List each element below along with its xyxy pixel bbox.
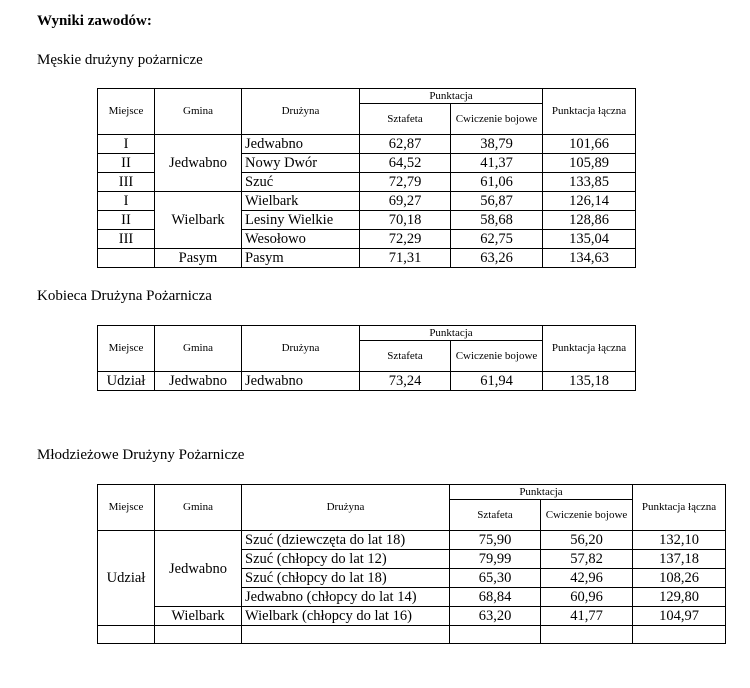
sztafeta-cell: 72,79 xyxy=(360,173,451,192)
total-cell: 135,18 xyxy=(543,372,636,391)
women-section-title: Kobieca Drużyna Pożarnicza xyxy=(37,288,212,304)
col-header-miejsce: Miejsce xyxy=(98,485,155,531)
place-cell: Udział xyxy=(98,531,155,626)
empty-cell xyxy=(155,626,242,644)
sztafeta-cell: 71,31 xyxy=(360,249,451,268)
table-row xyxy=(98,135,636,154)
total-cell: 132,10 xyxy=(633,531,726,550)
sztafeta-cell: 68,84 xyxy=(450,588,541,607)
gmina-cell: Wielbark xyxy=(155,192,242,249)
cwiczenie-cell: 57,82 xyxy=(541,550,633,569)
cwiczenie-cell: 63,26 xyxy=(451,249,543,268)
total-cell: 129,80 xyxy=(633,588,726,607)
place-cell: I xyxy=(98,192,155,211)
col-header-gmina: Gmina xyxy=(155,326,242,372)
total-cell: 135,04 xyxy=(543,230,636,249)
gmina-cell: Pasym xyxy=(155,249,242,268)
total-cell: 104,97 xyxy=(633,607,726,626)
col-header-punktacja: Punktacja xyxy=(360,89,543,104)
place-cell: Udział xyxy=(98,372,155,391)
men-section-title: Męskie drużyny pożarnicze xyxy=(37,52,203,68)
table-row xyxy=(98,607,726,626)
col-header-punktacja: Punktacja xyxy=(360,326,543,341)
total-cell: 134,63 xyxy=(543,249,636,268)
gmina-cell: Jedwabno xyxy=(155,372,242,391)
team-cell: Lesiny Wielkie xyxy=(242,211,360,230)
place-cell: II xyxy=(98,211,155,230)
total-cell: 108,26 xyxy=(633,569,726,588)
cwiczenie-cell: 61,06 xyxy=(451,173,543,192)
col-header-gmina: Gmina xyxy=(155,89,242,135)
sztafeta-cell: 75,90 xyxy=(450,531,541,550)
youth-results-table xyxy=(97,484,726,644)
youth-section-title: Młodzieżowe Drużyny Pożarnicze xyxy=(37,447,245,463)
sztafeta-cell: 63,20 xyxy=(450,607,541,626)
cwiczenie-cell: 62,75 xyxy=(451,230,543,249)
empty-cell xyxy=(450,626,541,644)
place-cell xyxy=(98,249,155,268)
sztafeta-cell: 73,24 xyxy=(360,372,451,391)
col-header-cwiczenie: Cwiczenie bojowe xyxy=(451,341,543,372)
women-results-table xyxy=(97,325,636,391)
col-header-miejsce: Miejsce xyxy=(98,89,155,135)
table-row xyxy=(98,372,636,391)
sztafeta-cell: 79,99 xyxy=(450,550,541,569)
team-cell: Jedwabno xyxy=(242,135,360,154)
team-cell: Jedwabno xyxy=(242,372,360,391)
team-cell: Wielbark xyxy=(242,192,360,211)
cwiczenie-cell: 41,37 xyxy=(451,154,543,173)
cwiczenie-cell: 61,94 xyxy=(451,372,543,391)
total-cell: 101,66 xyxy=(543,135,636,154)
sztafeta-cell: 70,18 xyxy=(360,211,451,230)
sztafeta-cell: 69,27 xyxy=(360,192,451,211)
sztafeta-cell: 62,87 xyxy=(360,135,451,154)
team-cell: Szuć (chłopcy do lat 18) xyxy=(242,569,450,588)
cwiczenie-cell: 60,96 xyxy=(541,588,633,607)
table-row xyxy=(98,192,636,211)
empty-cell xyxy=(242,626,450,644)
team-cell: Szuć (dziewczęta do lat 18) xyxy=(242,531,450,550)
col-header-druzyna: Drużyna xyxy=(242,89,360,135)
sztafeta-cell: 72,29 xyxy=(360,230,451,249)
place-cell: III xyxy=(98,230,155,249)
col-header-cwiczenie: Cwiczenie bojowe xyxy=(541,500,633,531)
col-header-laczna: Punktacja łączna xyxy=(543,326,636,372)
col-header-sztafeta: Sztafeta xyxy=(450,500,541,531)
team-cell: Szuć (chłopcy do lat 12) xyxy=(242,550,450,569)
page-title: Wyniki zawodów: xyxy=(37,13,152,29)
place-cell: II xyxy=(98,154,155,173)
table-row-empty xyxy=(98,626,726,644)
cwiczenie-cell: 41,77 xyxy=(541,607,633,626)
cwiczenie-cell: 38,79 xyxy=(451,135,543,154)
col-header-laczna: Punktacja łączna xyxy=(633,485,726,531)
col-header-miejsce: Miejsce xyxy=(98,326,155,372)
cwiczenie-cell: 56,20 xyxy=(541,531,633,550)
table-row xyxy=(98,249,636,268)
table-row xyxy=(98,531,726,550)
col-header-druzyna: Drużyna xyxy=(242,485,450,531)
sztafeta-cell: 64,52 xyxy=(360,154,451,173)
total-cell: 126,14 xyxy=(543,192,636,211)
col-header-sztafeta: Sztafeta xyxy=(360,104,451,135)
gmina-cell: Jedwabno xyxy=(155,135,242,192)
sztafeta-cell: 65,30 xyxy=(450,569,541,588)
place-cell: I xyxy=(98,135,155,154)
col-header-druzyna: Drużyna xyxy=(242,326,360,372)
team-cell: Wesołowo xyxy=(242,230,360,249)
col-header-sztafeta: Sztafeta xyxy=(360,341,451,372)
total-cell: 133,85 xyxy=(543,173,636,192)
total-cell: 137,18 xyxy=(633,550,726,569)
team-cell: Szuć xyxy=(242,173,360,192)
place-cell: III xyxy=(98,173,155,192)
gmina-cell: Jedwabno xyxy=(155,531,242,607)
empty-cell xyxy=(98,626,155,644)
cwiczenie-cell: 56,87 xyxy=(451,192,543,211)
total-cell: 105,89 xyxy=(543,154,636,173)
col-header-punktacja: Punktacja xyxy=(450,485,633,500)
empty-cell xyxy=(633,626,726,644)
empty-cell xyxy=(541,626,633,644)
col-header-gmina: Gmina xyxy=(155,485,242,531)
cwiczenie-cell: 58,68 xyxy=(451,211,543,230)
team-cell: Nowy Dwór xyxy=(242,154,360,173)
team-cell: Pasym xyxy=(242,249,360,268)
gmina-cell: Wielbark xyxy=(155,607,242,626)
col-header-cwiczenie: Cwiczenie bojowe xyxy=(451,104,543,135)
cwiczenie-cell: 42,96 xyxy=(541,569,633,588)
col-header-laczna: Punktacja łączna xyxy=(543,89,636,135)
team-cell: Jedwabno (chłopcy do lat 14) xyxy=(242,588,450,607)
team-cell: Wielbark (chłopcy do lat 16) xyxy=(242,607,450,626)
total-cell: 128,86 xyxy=(543,211,636,230)
men-results-table xyxy=(97,88,636,268)
